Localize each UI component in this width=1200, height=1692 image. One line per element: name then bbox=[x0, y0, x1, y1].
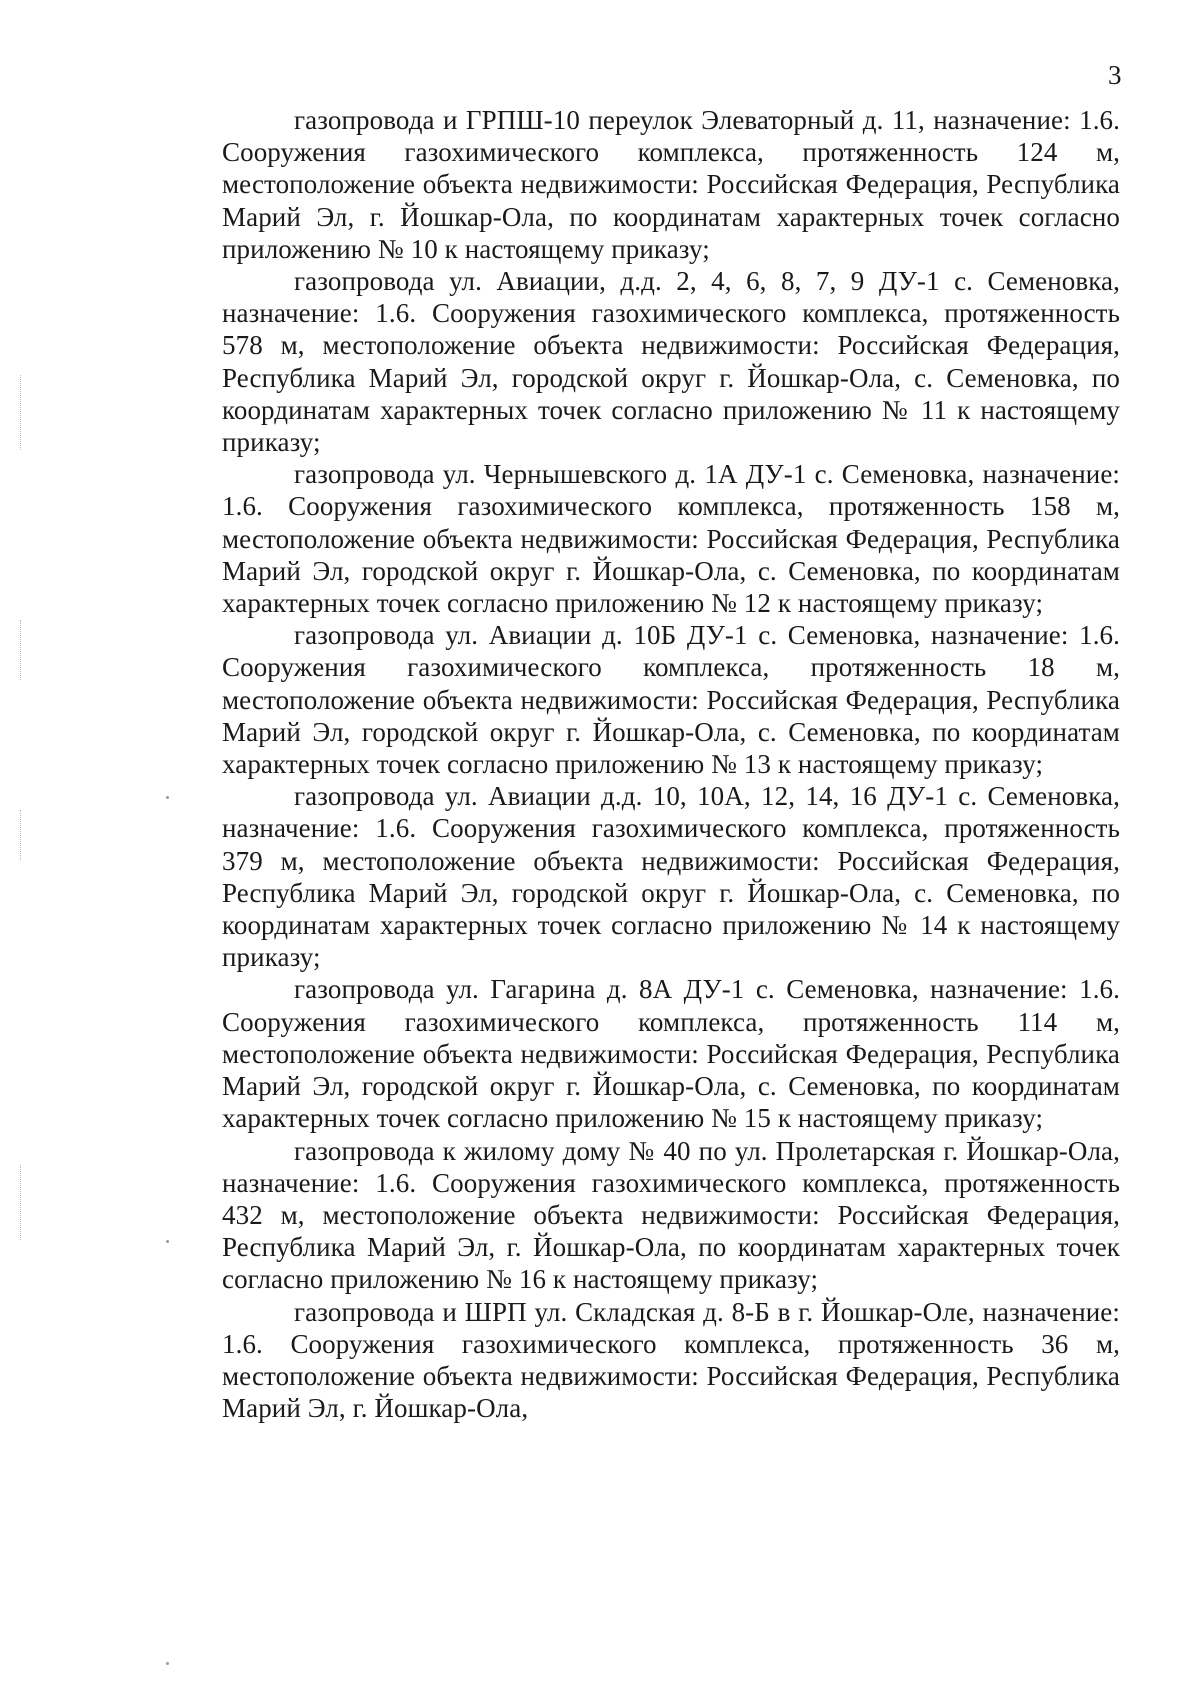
paragraph-appendix-12: газопровода ул. Чернышевского д. 1А ДУ-1 с. Семеновка, назначение: 1.6. Сооружения газохимического комплекса, протяженность 158 м, местоположение объекта недвижимости: Российская Федерация, Республика Марий Эл, городской округ г. Йошкар-Ола, с. Семеновка, по координатам характерных точек согласно приложению № 12 к настоящему приказу; bbox=[222, 459, 1120, 619]
document-body bbox=[222, 104, 1120, 1424]
scan-dot bbox=[166, 1662, 169, 1665]
paragraph-appendix-10: газопровода и ГРПШ-10 переулок Элеваторный д. 11, назначение: 1.6. Сооружения газохимического комплекса, протяженность 124 м, местоположение объекта недвижимости: Российская Федерация, Республика Марий Эл, г. Йошкар-Ола, по координатам характерных точек согласно приложению № 10 к настоящему приказу; bbox=[222, 105, 1120, 264]
scan-margin-mark bbox=[20, 1165, 23, 1240]
paragraph-appendix-11: газопровода ул. Авиации, д.д. 2, 4, 6, 8, 7, 9 ДУ-1 с. Семеновка, назначение: 1.6. Сооружения газохимического комплекса, протяженность 578 м, местоположение объекта недвижимости: Российская Федерация, Республика Марий Эл, городской округ г. Йошкар-Ола, с. Семеновка, по координатам характерных точек согласно приложению № 11 к настоящему приказу; bbox=[222, 266, 1120, 458]
page-number: 3 bbox=[1108, 60, 1122, 90]
scan-margin-mark bbox=[20, 810, 23, 860]
paragraph-appendix-14: газопровода ул. Авиации д.д. 10, 10А, 12, 14, 16 ДУ-1 с. Семеновка, назначение: 1.6. Сооружения газохимического комплекса, протяженность 379 м, местоположение объекта недвижимости: Российская Федерация, Республика Марий Эл, городской округ г. Йошкар-Ола, с. Семеновка, по координатам характерных точек согласно приложению № 14 к настоящему приказу; bbox=[222, 781, 1120, 973]
paragraph-appendix-13: газопровода ул. Авиации д. 10Б ДУ-1 с. Семеновка, назначение: 1.6. Сооружения газохимического комплекса, протяженность 18 м, местоположение объекта недвижимости: Российская Федерация, Республика Марий Эл, городской округ г. Йошкар-Ола, с. Семеновка, по координатам характерных точек согласно приложению № 13 к настоящему приказу; bbox=[222, 620, 1120, 780]
scan-margin-mark bbox=[20, 620, 23, 680]
paragraph-skladskaya: газопровода и ШРП ул. Складская д. 8-Б в г. Йошкар-Оле, назначение: 1.6. Сооружения газохимического комплекса, протяженность 36 м, местоположение объекта недвижимости: Российская Федерация, Республика Марий Эл, г. Йошкар-Ола, bbox=[222, 1296, 1120, 1424]
paragraph-appendix-15: газопровода ул. Гагарина д. 8А ДУ-1 с. Семеновка, назначение: 1.6. Сооружения газохимического комплекса, протяженность 114 м, местоположение объекта недвижимости: Российская Федерация, Республика Марий Эл, городской округ г. Йошкар-Ола, с. Семеновка, по координатам характерных точек согласно приложению № 15 к настоящему приказу; bbox=[222, 974, 1120, 1134]
paragraph-appendix-16: газопровода к жилому дому № 40 по ул. Пролетарская г. Йошкар-Ола, назначение: 1.6. Сооружения газохимического комплекса, протяженность 432 м, местоположение объекта недвижимости: Российская Федерация, Республика Марий Эл, г. Йошкар-Ола, по координатам характерных точек согласно приложению № 16 к настоящему приказу; bbox=[222, 1135, 1120, 1295]
scan-margin-mark bbox=[20, 375, 23, 450]
scan-dot bbox=[166, 1240, 169, 1243]
scan-dot bbox=[166, 796, 169, 799]
